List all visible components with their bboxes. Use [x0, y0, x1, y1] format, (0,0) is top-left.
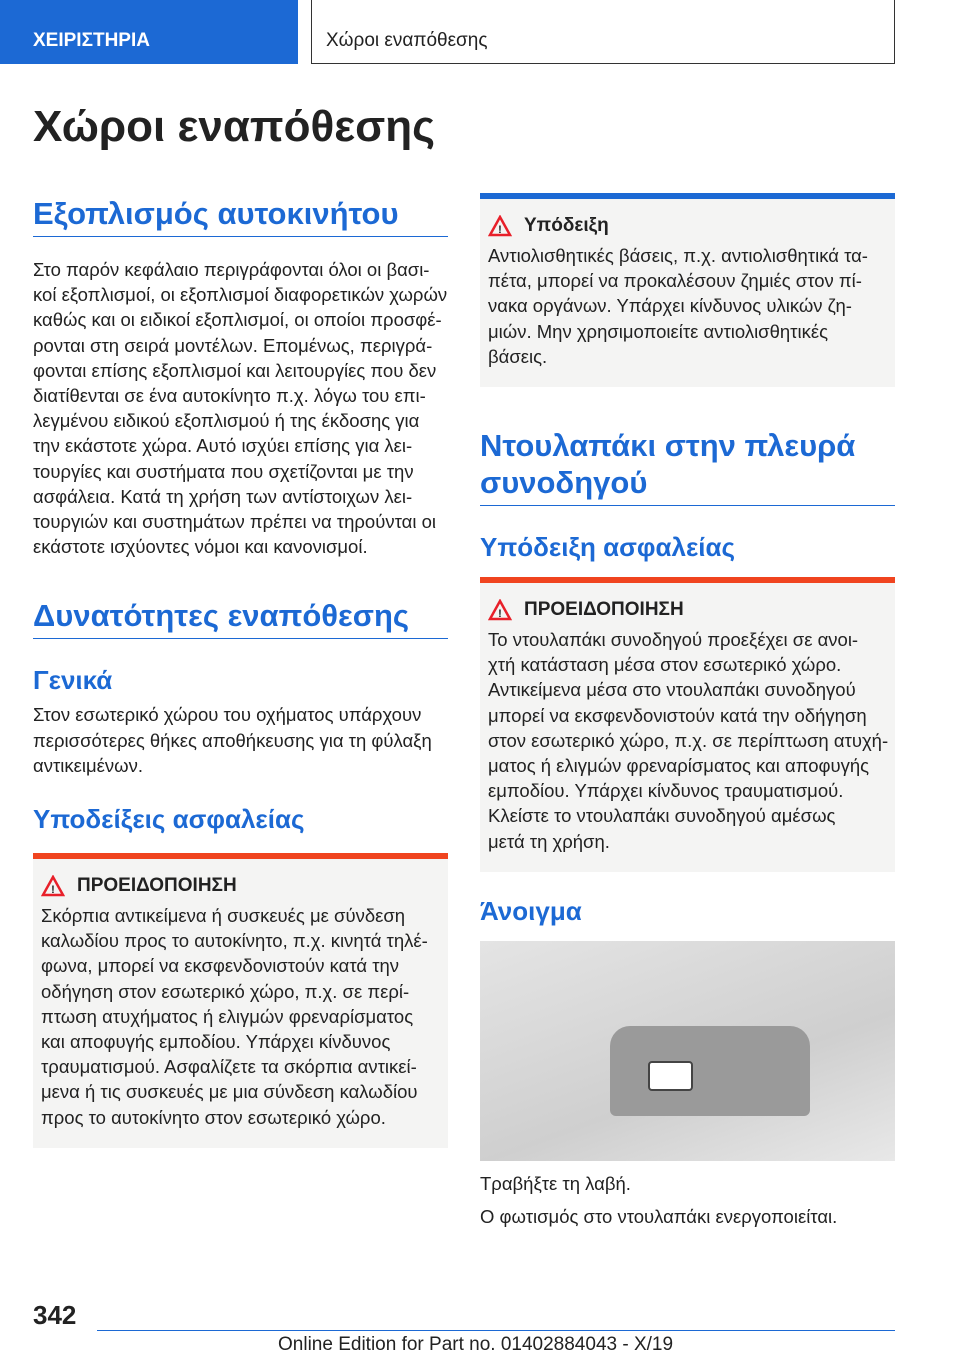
heading-opening: Άνοιγμα — [480, 895, 582, 926]
text-line: Το ντουλαπάκι συνοδηγού προεξέχει σε ανοι- — [488, 629, 859, 651]
text-line: τουργιών και συστημάτων πρέπει να τηρούνται οι — [33, 511, 436, 533]
note-title: Υπόδειξη — [524, 215, 609, 236]
text-line: Σκόρπια αντικείμενα ή συσκευές με σύνδεση — [41, 905, 406, 927]
text-line: στον εσωτερικό χώρο, π.χ. σε περίπτωση ατυχή- — [488, 729, 889, 751]
text-line: προς το αυτοκίνητο στον εσωτερικό χώρο. — [41, 1106, 386, 1128]
heading-safety-note: Υπόδειξη ασφαλείας — [480, 532, 736, 563]
right-column — [480, 193, 895, 1229]
hand-pull-icon — [648, 1061, 693, 1091]
text-line: λεγμένου ειδικού εξοπλισμού ή της έκδοσης για — [33, 410, 420, 432]
text-line: καλωδίου προς το αυτοκίνητο, π.χ. κινητά τηλέ- — [41, 930, 428, 952]
heading-glovebox-line2: συνοδηγού — [480, 465, 648, 501]
text-line: διατίθενται σε ένα αυτοκίνητο π.χ. λόγω του επι- — [33, 385, 426, 407]
text-line: εκάστοτε ισχύοντες νόμοι και κανονισμοί. — [33, 536, 368, 558]
section-tab[interactable]: ΧΕΙΡΙΣΤΗΡΙΑ — [0, 0, 298, 64]
text-line: καθώς και οι ειδικοί εξοπλισμοί, οι οποίοι προσφέ- — [33, 309, 442, 331]
text-line: βάσεις. — [488, 345, 548, 367]
text-line: Στον εσωτερικό χώρου του οχήματος υπάρχουν — [33, 704, 422, 726]
text-line: οδήγηση στον εσωτερικό χώρο, π.χ. σε περί- — [41, 980, 410, 1002]
svg-text:!: ! — [498, 224, 502, 236]
heading-general: Γενικά — [33, 665, 113, 696]
heading-glovebox — [480, 427, 895, 506]
text-line: πτωση ατυχήματος ή ελιγμών φρεναρίσματος — [41, 1005, 414, 1027]
step-light-on: Ο φωτισμός στο ντουλαπάκι ενεργοποιείται. — [480, 1206, 838, 1228]
text-line: χτή κατάσταση μέσα στον εσωτερικό χώρο. — [488, 654, 842, 676]
glovebox-image — [480, 941, 895, 1161]
warning-title: ΠΡΟΕΙΔΟΠΟΙΗΣΗ — [77, 875, 237, 897]
svg-text:!: ! — [498, 608, 502, 621]
step-pull-handle: Τραβήξτε τη λαβή. — [480, 1172, 631, 1194]
text-line: την εκάστοτε χώρα. Αυτό ισχύει επίσης για λει- — [33, 435, 413, 457]
heading-glovebox-line1: Ντουλαπάκι στην πλευρά — [480, 428, 856, 464]
general-text — [33, 702, 448, 778]
glovebox-lid — [610, 1026, 810, 1116]
warning-icon — [488, 215, 512, 237]
text-line: φωνα, μπορεί να εκσφενδονιστούν κατά την — [41, 955, 400, 977]
warning-title: ΠΡΟΕΙΔΟΠΟΙΗΣΗ — [524, 599, 684, 621]
text-line: και αποφυγής εμποδίου. Υπάρχει κίνδυνος — [41, 1031, 391, 1053]
warning-box — [33, 853, 448, 1148]
text-line: μετά τη χρήση. — [488, 830, 610, 852]
text-line: Αντιολισθητικές βάσεις, π.χ. αντιολισθητικά τα- — [488, 245, 868, 266]
text-line: τραυματισμού. Ασφαλίζετε τα σκόρπια αντικεί- — [41, 1056, 417, 1078]
left-column — [33, 195, 448, 1148]
page-number: 342 — [33, 1300, 77, 1330]
warning-text — [41, 903, 440, 1130]
note-box — [480, 193, 895, 387]
breadcrumb: Χώροι εναπόθεσης — [311, 0, 895, 64]
svg-text:!: ! — [51, 884, 55, 897]
warning-icon — [41, 875, 65, 897]
equipment-text — [33, 257, 448, 559]
warning-text — [488, 627, 887, 854]
edition-text: Online Edition for Part no. 01402884043 - X/19 — [278, 1334, 674, 1355]
heading-equipment: Εξοπλισμός αυτοκινήτου — [33, 195, 448, 237]
text-line: Αντικείμενα μέσα στο ντουλαπάκι συνοδηγού — [488, 679, 856, 701]
text-line: φονται επίσης εξοπλισμοί και λειτουργίες που δεν — [33, 359, 437, 381]
warning-box — [480, 577, 895, 872]
text-line: τουργίες και συστήματα που σχετίζονται με την — [33, 460, 414, 482]
text-line: αντικειμένων. — [33, 754, 143, 776]
page-title: Χώροι εναπόθεσης — [33, 102, 435, 151]
text-line: ρονται στη σειρά μοντέλων. Επομένως, περιγρά- — [33, 334, 433, 356]
text-line: Κλείστε το ντουλαπάκι συνοδηγού αμέσως — [488, 805, 836, 827]
note-text — [488, 243, 887, 369]
text-line: εμποδίου. Υπάρχει κίνδυνος τραυματισμού. — [488, 780, 844, 802]
heading-storage: Δυνατότητες εναπόθεσης — [33, 597, 448, 639]
text-line: Στο παρόν κεφάλαιο περιγράφονται όλοι οι βασι- — [33, 259, 430, 280]
text-line: ματος ή ελιγμών φρεναρίσματος και αποφυγής — [488, 755, 870, 777]
heading-safety: Υποδείξεις ασφαλείας — [33, 804, 305, 835]
text-line: ασφάλεια. Κατά τη χρήση των αντίστοιχων λει- — [33, 485, 413, 507]
warning-icon — [488, 599, 512, 621]
text-line: πέτα, μπορεί να προκαλέσουν ζημιές στον πί- — [488, 270, 862, 292]
text-line: μενα ή τις συσκευές με μια σύνδεση καλωδίου — [41, 1081, 418, 1103]
text-line: μπορεί να εκσφενδονιστούν κατά την οδήγηση — [488, 704, 867, 726]
text-line: κοί εξοπλισμοί, οι εξοπλισμοί διαφορετικών χωρών — [33, 284, 448, 306]
footer-divider — [97, 1330, 895, 1331]
text-line: μιών. Μην χρησιμοποιείτε αντιολισθητικές — [488, 320, 829, 342]
text-line: περισσότερες θήκες αποθήκευσης για τη φύλαξη — [33, 729, 432, 751]
text-line: νακα οργάνων. Υπάρχει κίνδυνος υλικών ζη- — [488, 295, 852, 317]
